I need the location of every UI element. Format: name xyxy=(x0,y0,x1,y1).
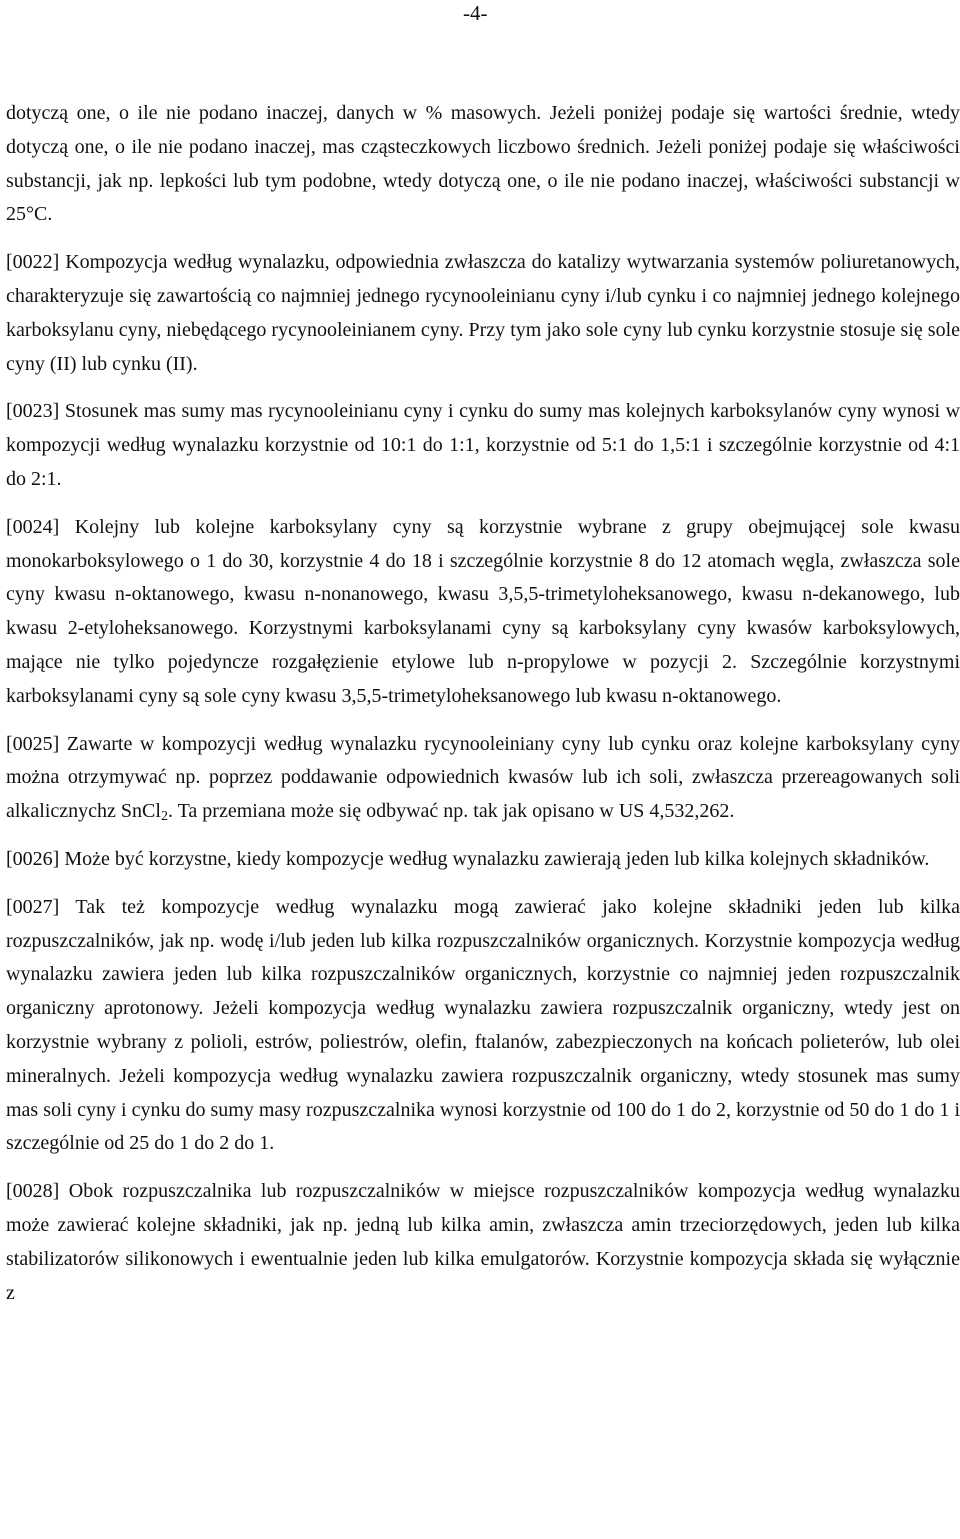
paragraph-number: [0023] xyxy=(6,400,60,423)
paragraph-number: [0027] xyxy=(6,895,60,918)
subscript: 2 xyxy=(160,809,168,825)
paragraph-intro xyxy=(6,97,960,232)
paragraph-number: [0025] xyxy=(6,732,60,755)
paragraph-0022 xyxy=(6,246,960,381)
paragraph-0025 xyxy=(6,728,960,829)
paragraph-text: dotyczą one, o ile nie podano inaczej, danych w % masowych. Jeżeli poniżej podaje się wartości średnie, wtedy dotyczą one, o ile nie podano inaczej, mas cząsteczkowych liczbowo średnich. Jeżeli poniżej podaje się właściwości substancji, jak np. lepkości lub tym podobne, wtedy dotyczą one, o ile nie podano inaczej, właściwości substancji w 25°C. xyxy=(6,102,960,226)
document-body xyxy=(6,97,960,1324)
paragraph-0026 xyxy=(6,843,960,877)
paragraph-text: Stosunek mas sumy mas rycynooleinianu cyny i cynku do sumy mas kolejnych karboksylanów cyny wynosi w kompozycji według wynalazku korzystnie od 10:1 do 1:1, korzystnie od 5:1 do 1,5:1 i szczególnie korzystnie od 4:1 do 2:1. xyxy=(6,400,960,490)
paragraph-number: [0026] xyxy=(6,847,60,870)
paragraph-text: Tak też kompozycje według wynalazku mogą zawierać jako kolejne składniki jeden lub kilka rozpuszczalników, jak np. wodę i/lub jeden lub kilka rozpuszczalników organicznych. Korzystnie kompozycja według wynalazku zawiera jeden lub kilka rozpuszczalników organicznych, korzystnie co najmniej jeden rozpuszczalnik organiczny aprotonowy. Jeżeli kompozycja według wynalazku zawiera rozpuszczalnik organiczny, wtedy jest on korzystnie wybrany z polioli, estrów, poliestrów, olefin, ftalanów, zabezpieczonych na końcach polieterów, lub olei mineralnych. Jeżeli kompozycja według wynalazku zawiera rozpuszczalnik organiczny, wtedy stosunek mas sumy mas soli cyny i cynku do sumy masy rozpuszczalnika wynosi korzystnie od 100 do 1 do 2, korzystnie od 50 do 1 do 1 i szczególnie od 25 do 1 do 2 do 1. xyxy=(6,895,960,1155)
paragraph-text: Kolejny lub kolejne karboksylany cyny są korzystnie wybrane z grupy obejmującej sole kwasu monokarboksylowego o 1 do 30, korzystnie 4 do 18 i szczególnie korzystnie 8 do 12 atomach węgla, zwłaszcza sole cyny kwasu n-oktanowego, kwasu n-nonanowego, kwasu 3,5,5-trimetyloheksanowego, kwasu n-dekanowego, lub kwasu 2-etyloheksanowego. Korzystnymi karboksylanami cyny są karboksylany cyny kwasów karboksylowych, mające nie tylko pojedyncze rozgałęzienie etylowe lub n-propylowe w pozycji 2. Szczególnie korzystnymi karboksylanami cyny są sole cyny kwasu 3,5,5-trimetyloheksanowego lub kwasu n-oktanowego. xyxy=(6,515,960,707)
paragraph-text-continued: . Ta przemiana może się odbywać np. tak jak opisano w US 4,532,262. xyxy=(167,800,735,823)
paragraph-text: Zawarte w kompozycji według wynalazku rycynooleiniany cyny lub cynku oraz kolejne karboksylany cyny można otrzymywać np. poprzez poddawanie odpowiednich kwasów lub ich soli, zwłaszcza przereagowanych soli alkalicznychz SnCl xyxy=(6,732,960,823)
paragraph-number: [0028] xyxy=(6,1180,60,1203)
paragraph-text: Kompozycja według wynalazku, odpowiednia zwłaszcza do katalizy wytwarzania systemów poliuretanowych, charakteryzuje się zawartością co najmniej jednego rycynooleinianu cyny i/lub cynku i co najmniej jednego kolejnego karboksylanu cyny, niebędącego rycynooleinianem cyny. Przy tym jako sole cyny lub cynku korzystnie stosuje się sole cyny (II) lub cynku (II). xyxy=(6,251,960,375)
paragraph-number: [0022] xyxy=(6,251,60,274)
paragraph-0027 xyxy=(6,891,960,1161)
paragraph-0023 xyxy=(6,395,960,496)
paragraph-0024 xyxy=(6,511,960,714)
paragraph-0028 xyxy=(6,1175,960,1310)
paragraph-number: [0024] xyxy=(6,515,60,538)
page-number: -4- xyxy=(463,1,488,25)
paragraph-text: Może być korzystne, kiedy kompozycje według wynalazku zawierają jeden lub kilka kolejnych składników. xyxy=(64,847,930,870)
paragraph-text: Obok rozpuszczalnika lub rozpuszczalników w miejsce rozpuszczalników kompozycja według wynalazku może zawierać kolejne składniki, jak np. jedną lub kilka amin, zwłaszcza amin trzeciorzędowych, jeden lub kilka stabilizatorów silikonowych i ewentualnie jeden lub kilka emulgatorów. Korzystnie kompozycja składa się wyłącznie z xyxy=(6,1180,960,1304)
